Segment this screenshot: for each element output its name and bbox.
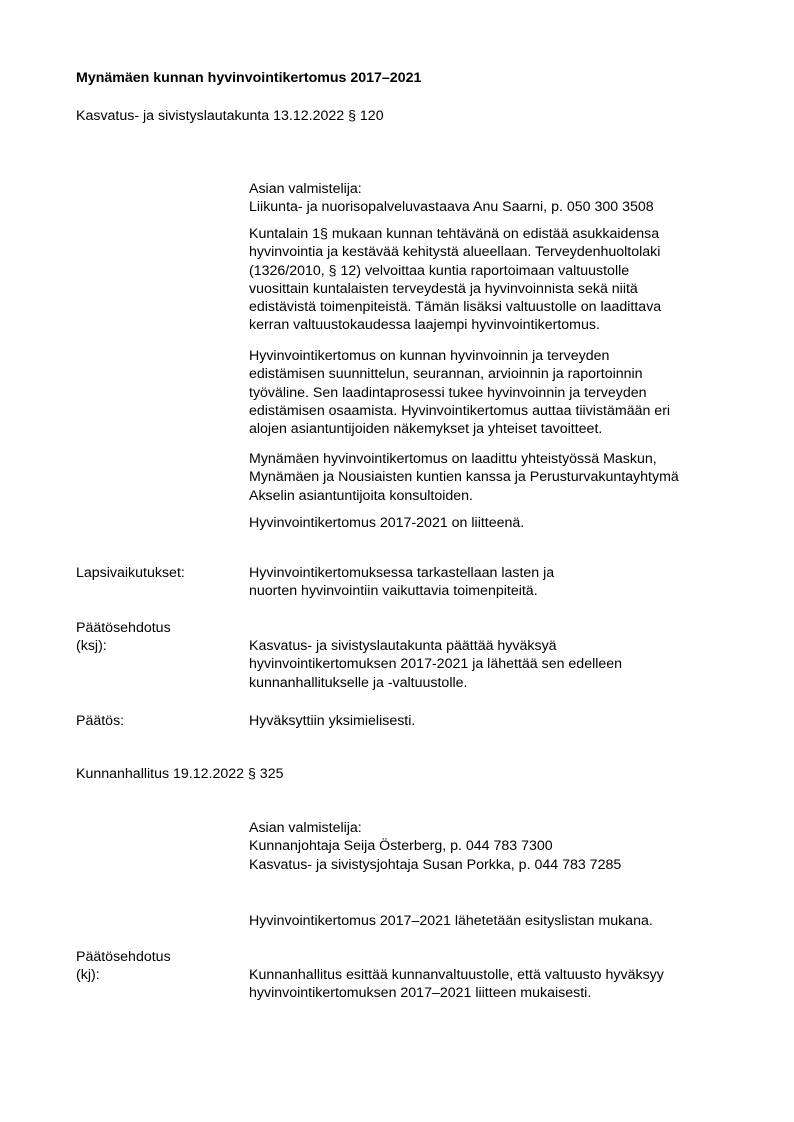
paragraph-line: edistämisen suunnittelun, seurannan, arvioinnin ja raportoinnin xyxy=(249,366,643,383)
paragraph-line: edistämisen osaamista. Hyvinvointikertomus auttaa tiivistämään eri xyxy=(249,402,671,419)
paragraph-line: hyvinvointia ja kestävää kehitystä alueellaan. Terveydenhuoltolaki xyxy=(249,244,661,261)
decision-label: Päätös: xyxy=(76,713,125,729)
paragraph-line: työväline. Sen laadintaprosessi tukee hyvinvoinnin ja terveyden xyxy=(249,384,647,401)
paragraph xyxy=(249,347,739,438)
proposal-text xyxy=(249,637,739,692)
section1-paragraph-2 xyxy=(249,347,739,444)
section2-note xyxy=(249,912,739,930)
preparer-info: Kasvatus- ja sivistysjohtaja Susan Porkka, p. 044 783 7285 xyxy=(249,856,622,873)
paragraph-line: Akselin asiantuntijoita konsultoiden. xyxy=(249,487,473,504)
preparer-label: Asian valmistelija: xyxy=(249,181,362,197)
proposal-line: hyvinvointikertomuksen 2017–2021 liitteen mukaisesti. xyxy=(249,985,592,1002)
proposal-label-line: (ksj): xyxy=(76,638,107,655)
paragraph-line: Hyvinvointikertomus on kunnan hyvinvoinnin ja terveyden xyxy=(249,348,610,364)
paragraph-line: Mynämäen ja Nousiaisten kuntien kanssa ja Perusturvakuntayhtymä xyxy=(249,469,679,486)
proposal-label-line: (kj): xyxy=(76,967,100,984)
proposal-line: Kasvatus- ja sivistyslautakunta päättää hyväksyä xyxy=(249,638,557,654)
paragraph xyxy=(249,450,739,505)
preparer-info: Kunnanjohtaja Seija Österberg, p. 044 783 7300 xyxy=(249,838,553,855)
decision-text xyxy=(249,712,739,730)
paragraph-line: kerran valtuustokaudessa laajempi hyvinvointikertomus. xyxy=(249,317,600,334)
paragraph-line: vuosittain kuntalaisten terveydestä ja hyvinvoinnista sekä niitä xyxy=(249,280,638,297)
paragraph-line: alojen asiantuntijoiden näkemykset ja yhteiset tavoitteet. xyxy=(249,421,603,438)
paragraph-line: edistävistä toimenpiteistä. Tämän lisäksi valtuustolle on laadittava xyxy=(249,299,662,316)
child-impact-line: nuorten hyvinvointiin vaikuttavia toimenpiteitä. xyxy=(249,583,538,600)
decision-line: Hyväksyttiin yksimielisesti. xyxy=(249,713,416,729)
paragraph-line: Kuntalain 1§ mukaan kunnan tehtävänä on edistää asukkaidensa xyxy=(249,226,660,242)
document-title: Mynämäen kunnan hyvinvointikertomus 2017–2021 xyxy=(76,70,422,86)
preparer-label: Asian valmistelija: xyxy=(249,820,362,836)
section1-paragraph-4 xyxy=(249,514,739,532)
child-impact-label: Lapsivaikutukset: xyxy=(76,565,185,581)
paragraph-line: Hyvinvointikertomus 2017-2021 on liitteenä. xyxy=(249,515,525,531)
section1-paragraphs xyxy=(249,225,739,341)
note-line: Hyvinvointikertomus 2017–2021 lähetetään esityslistan mukana. xyxy=(249,913,653,929)
section1-heading: Kasvatus- ja sivistyslautakunta 13.12.2022 § 120 xyxy=(76,108,384,124)
paragraph-line: (1326/2010, § 12) velvoittaa kuntia raportoimaan valtuustolle xyxy=(249,262,630,279)
proposal-line: kunnanhallitukselle ja -valtuustolle. xyxy=(249,674,468,691)
proposal-line: Kunnanhallitus esittää kunnanvaltuustolle, että valtuusto hyväksyy xyxy=(249,967,664,983)
paragraph-line: Mynämäen hyvinvointikertomus on laadittu yhteistyössä Maskun, xyxy=(249,451,657,467)
section1-paragraph-3 xyxy=(249,450,739,511)
proposal-label-kj xyxy=(76,948,171,985)
child-impact-line: Hyvinvointikertomuksessa tarkastellaan lasten ja xyxy=(249,565,555,581)
proposal-text-kj xyxy=(249,966,739,1003)
proposal-label-line: Päätösehdotus xyxy=(76,949,171,965)
paragraph xyxy=(249,225,739,335)
section1-preparer-block xyxy=(249,180,739,217)
proposal-label-line: Päätösehdotus xyxy=(76,620,171,636)
proposal-line: hyvinvointikertomuksen 2017-2021 ja lähettää sen edelleen xyxy=(249,656,623,673)
preparer-info: Liikunta- ja nuorisopalveluvastaava Anu Saarni, p. 050 300 3508 xyxy=(249,199,654,216)
section2-preparer-block xyxy=(249,819,739,874)
section2-heading: Kunnanhallitus 19.12.2022 § 325 xyxy=(76,766,284,782)
proposal-label xyxy=(76,619,171,656)
child-impact-text xyxy=(249,564,739,601)
